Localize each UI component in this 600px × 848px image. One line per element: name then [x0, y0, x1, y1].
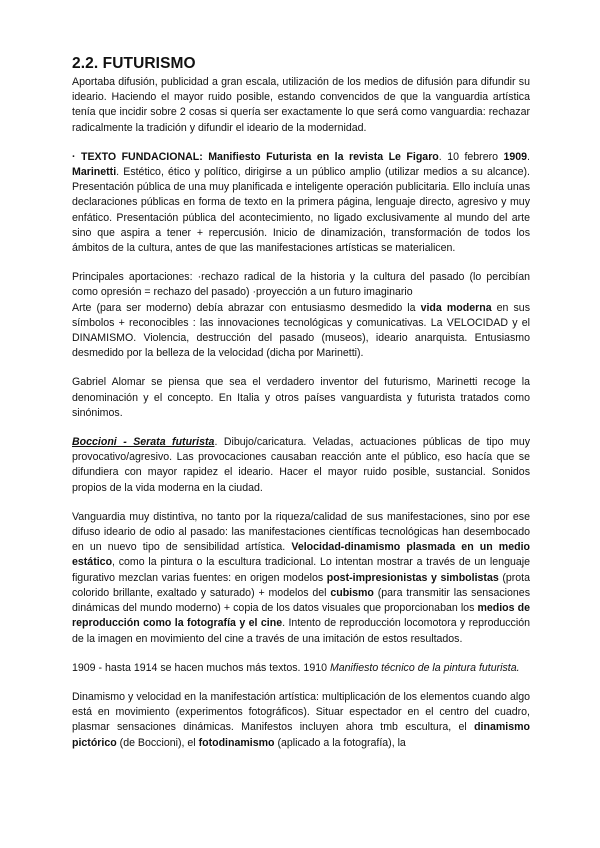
text-d1: Dinamismo y velocidad en la manifestación artística: multiplicación de los elementos cuando algo está en movimiento (experimentos fotográficos). Situar espectador en el centro del cuadro, plasmar sensaciones dinámicas. Manifestos incluyen ahora tmb escultura, el [72, 690, 530, 734]
text-v2: , como la pintura o la escultura tradicional. Lo intentan mostrar a través de un lenguaje figurativo mezclan varias fuentes: en origen modelos [72, 556, 530, 584]
text-sep: . [527, 150, 530, 163]
bold-lead: · TEXTO FUNDACIONAL: Manifiesto Futurista en la revista Le Figaro [72, 150, 439, 163]
text-art: Arte (para ser moderno) debía abrazar con entusiasmo desmedido la [72, 301, 421, 314]
boccioni-title-text: Boccioni - Serata futurista [72, 436, 215, 449]
bold-v3: cubismo [330, 586, 374, 599]
italic-manifesto: Manifiesto técnico de la pintura futurista. [329, 661, 520, 674]
section-heading: 2.2. FUTURISMO [72, 55, 196, 72]
paragraph-contributions [72, 270, 530, 361]
text-contributions: Principales aportaciones: ·rechazo radical de la historia y la cultura del pasado (lo percibían como opresión = rechazo del pasado) ·proyección a un futuro imaginario [72, 271, 530, 299]
text-v5: . Intento de reproducción locomotora y reproducción de la imagen en movimiento del cine a través de una imitación de estos resultados. [72, 617, 530, 645]
paragraph-texts [72, 661, 530, 676]
paragraph-dynamism [72, 690, 530, 751]
paragraph-founding-text [72, 150, 530, 256]
bold-d2: fotodinamismo [198, 736, 275, 749]
bold-v1: Velocidad-dinamismo plasmada en un medio estático [72, 541, 530, 569]
bold-year: 1909 [503, 150, 528, 163]
text-d3: (aplicado a la fotografía), la [274, 736, 406, 749]
text-boccioni: . Dibujo/caricatura. Veladas, actuaciones públicas de tipo muy provocativo/agresivo. Las provocaciones causaban reacción ante el público, eso hacía que se difundiera con mayor rapidez el ideario. Hacer el mayor ruido posible, sustancial. Sonidos propios de la vida moderna en la ciudad. [72, 436, 531, 494]
text-art-rest: en sus símbolos + reconocibles : las innovaciones tecnológicas y comunicativas. La VELOCIDAD y el DINAMISMO. Violencia, destrucción del pasado (museos), ideario anarquista. Entusiasmo desmedido por la belleza de la velocidad (dicha por Marinetti). [72, 301, 530, 360]
paragraph-intro: Aportaba difusión, publicidad a gran escala, utilización de los medios de difusión para difundir su ideario. Haciendo el mayor ruido posible, estando convencidos de que la vanguardia artística tenía que incidir sobre 2 cosas si quería ser exactamente lo que será como vanguardia: rechazar radicalmente la tradición y difundir el ideario de la modernidad. [72, 76, 530, 134]
bold-v2: post-impresionistas y simbolistas [326, 571, 499, 584]
bold-vida-moderna: vida moderna [420, 301, 492, 314]
paragraph-alomar: Gabriel Alomar se piensa que sea el verdadero inventor del futurismo, Marinetti recoge la denominación y el concepto. En Italia y otros países vanguardista y futurista tratados como sinónimos. [72, 376, 530, 419]
boccioni-title [72, 436, 214, 448]
text-v3: (prota colorido brillante, exaltado y saturado) + modelos del [72, 571, 531, 599]
text-v4: (para transmitir las sensaciones dinámicas del mundo moderno) + copia de los datos visuales que proporcionaban los [72, 586, 530, 615]
text-date: . 10 febrero [438, 150, 504, 163]
text-texts: 1909 - hasta 1914 se hacen muchos más textos. 1910 [72, 661, 330, 674]
text-body: . Estético, ético y político, dirigirse a un público amplio (utilizar medios a su alcance). Presentación pública de una muy planificada e inteligente operación publicitaria. Ello incluía unas declaraciones públicas en forma de texto en la primera página, lenguaje directo, agresivo y muy enfático. Presentación pública del acontecimiento, no ligado exclusivamente al mundo del arte sino que aspira a tener + repercusión. Inicio de dinamización, transformación de todos los ámbitos de la cultura, antes de que las manifestaciones artísticas se materialicen. [72, 166, 530, 255]
bold-marinetti: Marinetti [72, 166, 117, 179]
text-v1: Vanguardia muy distintiva, no tanto por la riqueza/calidad de sus manifestaciones, sino por ese difuso ideario de odio al pasado: las manifestaciones científicas tecnológicas han desembocado en un nuevo tipo de sensibilidad artística. [72, 510, 530, 554]
bold-v4: medios de reproducción como la fotografía y el cine [72, 602, 530, 630]
paragraph-boccioni [72, 435, 530, 496]
bold-d1: dinamismo pictórico [72, 721, 530, 749]
text-d2: (de Boccioni), el [116, 736, 199, 749]
paragraph-vanguard [72, 510, 530, 647]
